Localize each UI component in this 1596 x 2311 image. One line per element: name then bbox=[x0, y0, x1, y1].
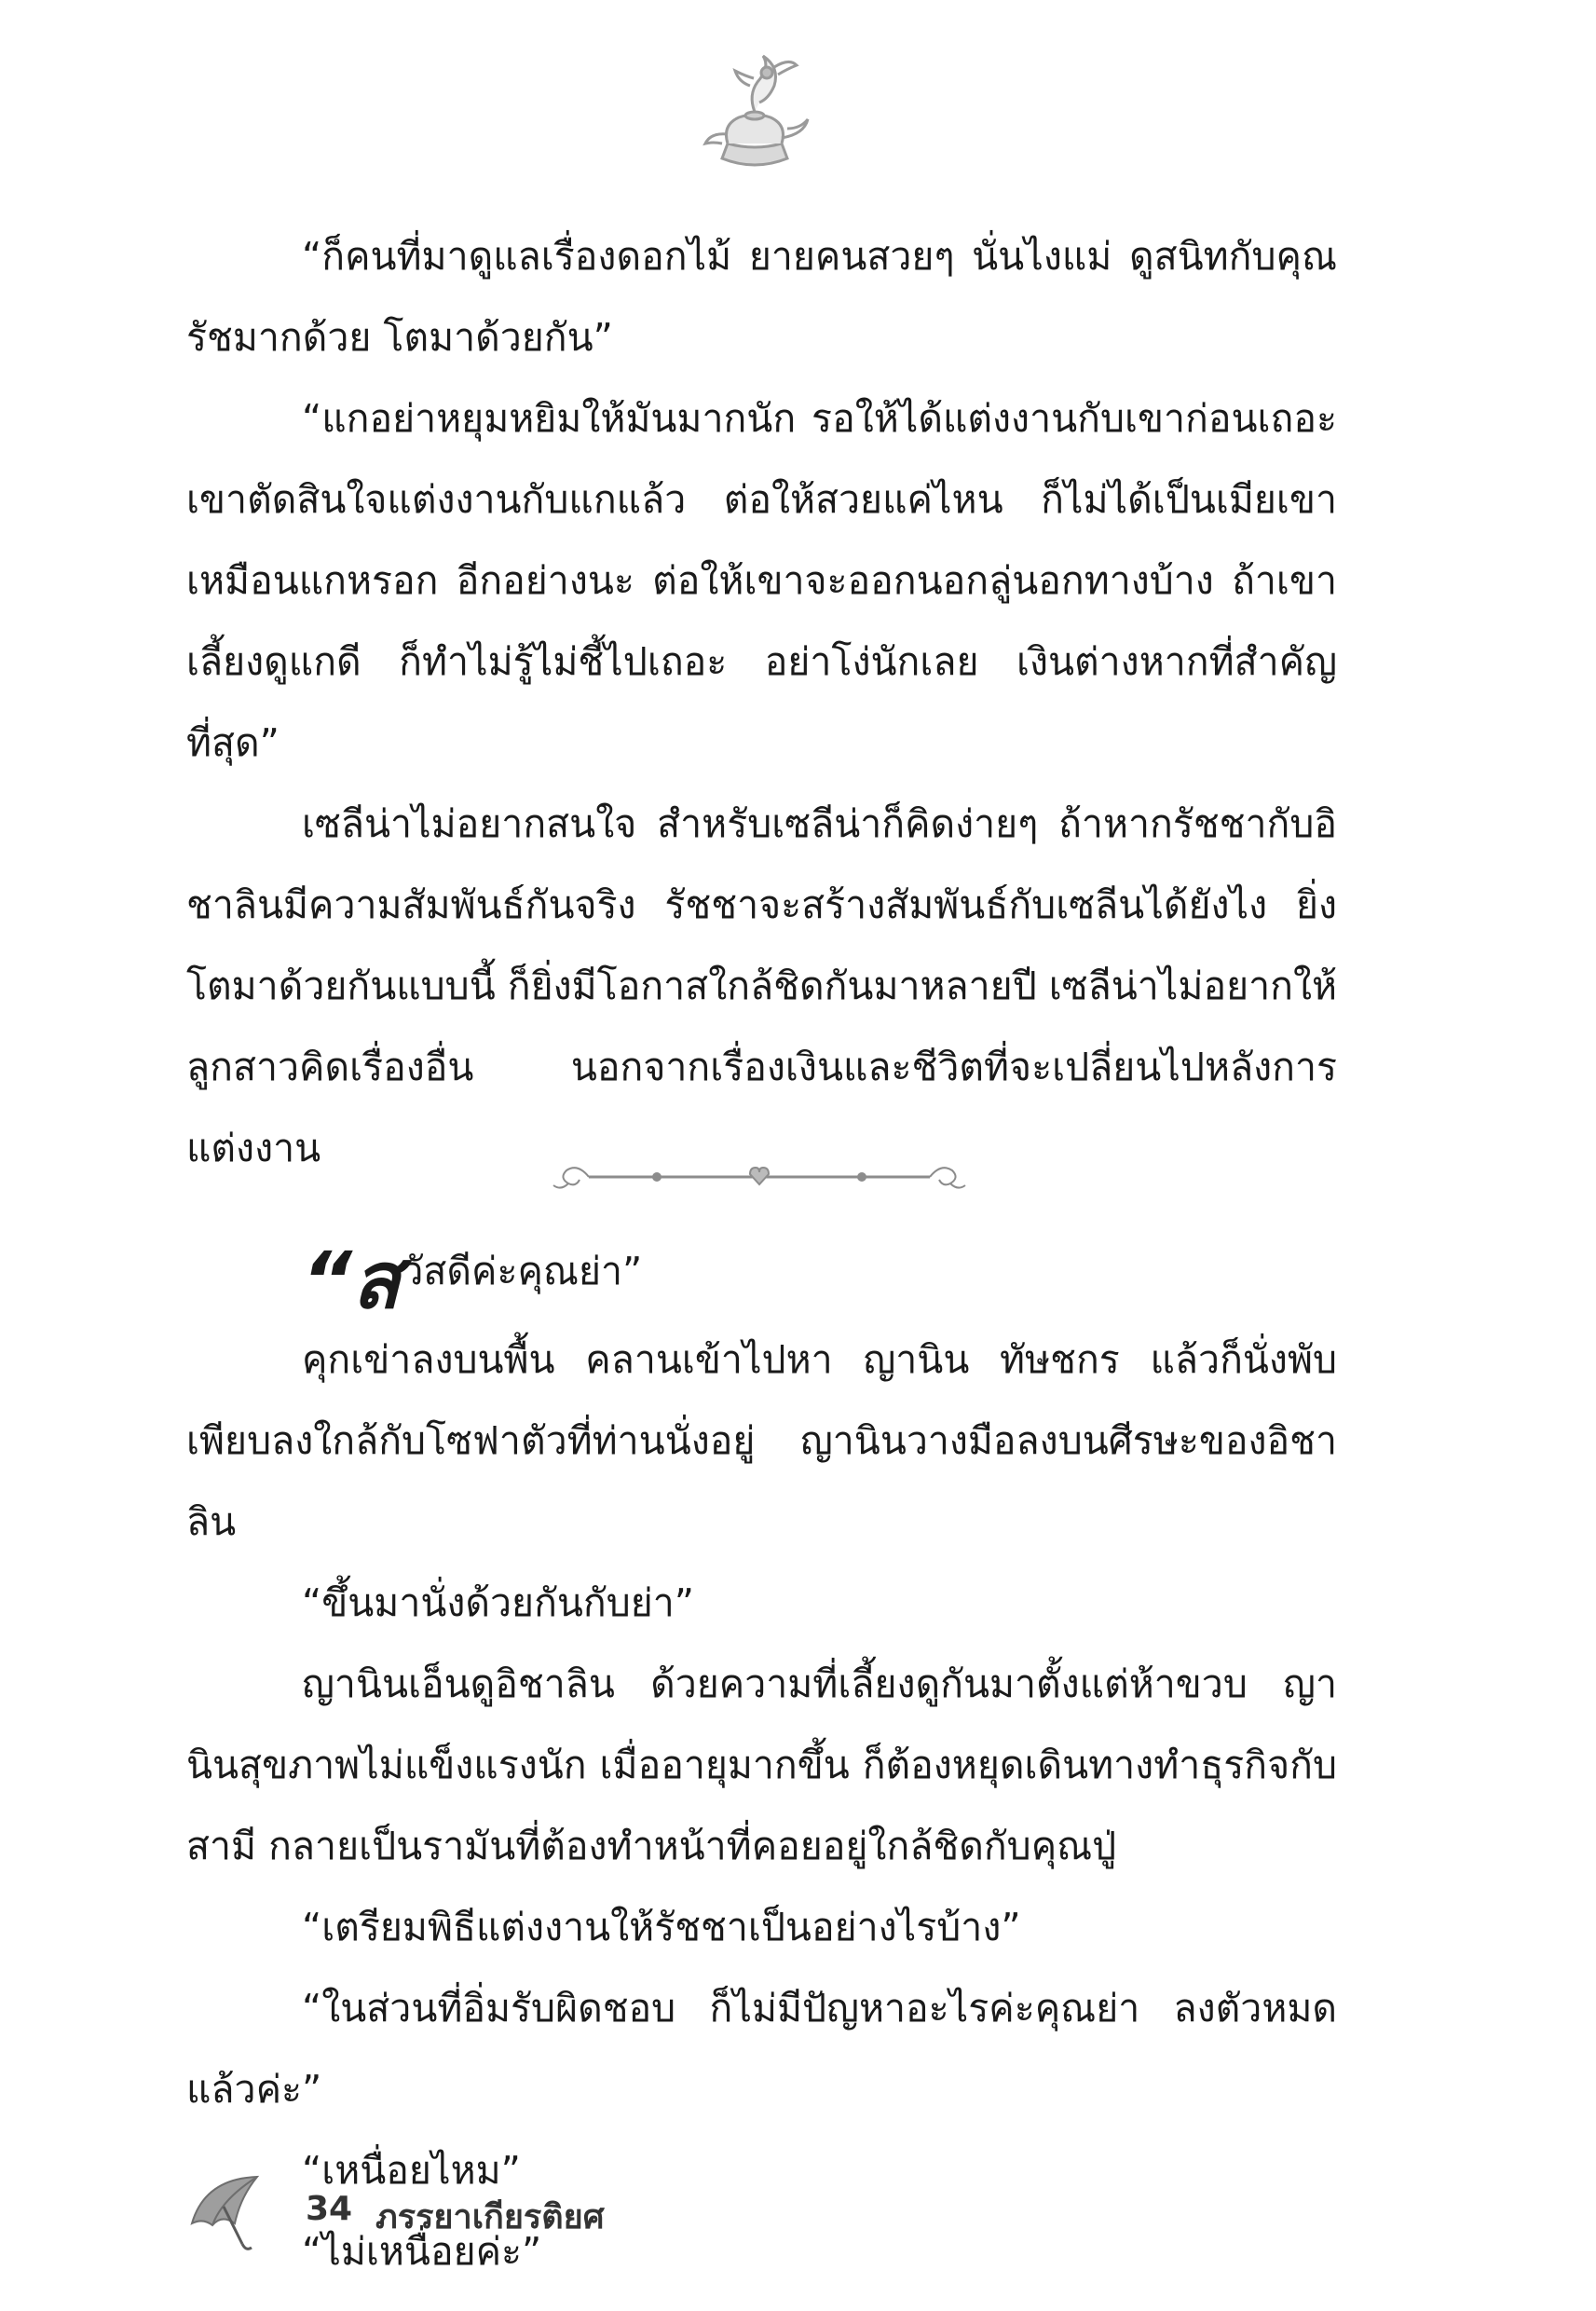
paragraph: “ในส่วนที่อิ่มรับผิดชอบ ก็ไม่มีปัญหาอะไรค่ะคุณย่า ลงตัวหมดแล้วค่ะ” bbox=[186, 1986, 1337, 2112]
paragraph: ญานินเอ็นดูอิชาลิน ด้วยความที่เลี้ยงดูกันมาตั้งแต่ห้าขวบ ญานินสุขภาพไม่แข็งแรงนัก เมื่ออายุมากขึ้น ก็ต้องหยุดเดินทางทำธุรกิจกับสามี กลายเป็นรามันที่ต้องทำหน้าที่คอยอยู่ใกล้ชิดกับคุณปู่ bbox=[186, 1661, 1337, 1868]
paragraph: “เตรียมพิธีแต่งงานให้รัชชาเป็นอย่างไรบ้าง” bbox=[302, 1905, 1021, 1949]
page-number: 34 bbox=[306, 2190, 353, 2228]
book-title: ภรรยาเกียรติยศ bbox=[375, 2198, 605, 2236]
dropcap-letter: “ส bbox=[302, 1235, 401, 1326]
page-footer bbox=[184, 2169, 837, 2253]
paragraph: “เหนื่อยไหม” bbox=[302, 2148, 521, 2193]
ornamental-divider-icon bbox=[550, 1154, 969, 1200]
dropcap-line bbox=[186, 1226, 1337, 1326]
paragraph: คุกเข่าลงบนพื้น คลานเข้าไปหา ญานิน ทัษชกร แล้วก็นั่งพับเพียบลงใกล้กับโซฟาตัวที่ท่านนั่งอยู่ ญานินวางมือลงบนศีรษะของอิชาลิน bbox=[186, 1337, 1337, 1544]
paragraph: “ไม่เหนื่อยค่ะ” bbox=[302, 2229, 542, 2274]
paragraph: “ขึ้นมานั่งด้วยกันกับย่า” bbox=[302, 1580, 695, 1625]
umbrella-icon bbox=[184, 2169, 268, 2253]
paragraph: “ก็คนที่มาดูแลเรื่องดอกไม้ ยายคนสวยๆ นั่นไงแม่ ดูสนิทกับคุณรัชมากด้วย โตมาด้วยกัน” bbox=[186, 234, 1337, 360]
section-1 bbox=[186, 216, 1337, 1189]
paragraph: “แกอย่าหยุมหยิมให้มันมากนัก รอให้ได้แต่งงานกับเขาก่อนเถอะ เขาตัดสินใจแต่งงานกับแกแล้ว ต่อให้สวยแค่ไหน ก็ไม่ได้เป็นเมียเขาเหมือนแกหรอก อีกอย่างนะ ต่อให้เขาจะออกนอกลู่นอกทางบ้าง ถ้าเขาเลี้ยงดูแกดี ก็ทำไม่รู้ไม่ชี้ไปเถอะ อย่าโง่นักเลย เงินต่างหากที่สำคัญที่สุด” bbox=[186, 396, 1337, 765]
genie-lamp-icon bbox=[685, 48, 825, 188]
paragraph: เซลีน่าไม่อยากสนใจ สำหรับเซลีน่าก็คิดง่ายๆ ถ้าหากรัชชากับอิชาลินมีความสัมพันธ์กันจริง รัชชาจะสร้างสัมพันธ์กับเซลีนได้ยังไง ยิ่งโตมาด้วยกันแบบนี้ ก็ยิ่งมีโอกาสใกล้ชิดกันมาหลายปี เซลีน่าไม่อยากให้ลูกสาวคิดเรื่องอื่น นอกจากเรื่องเงินและชีวิตที่จะเปลี่ยนไปหลังการแต่งงาน bbox=[186, 801, 1337, 1170]
section-2 bbox=[186, 1226, 1337, 2292]
dropcap-rest: วัสดีค่ะคุณย่า” bbox=[402, 1249, 643, 1293]
